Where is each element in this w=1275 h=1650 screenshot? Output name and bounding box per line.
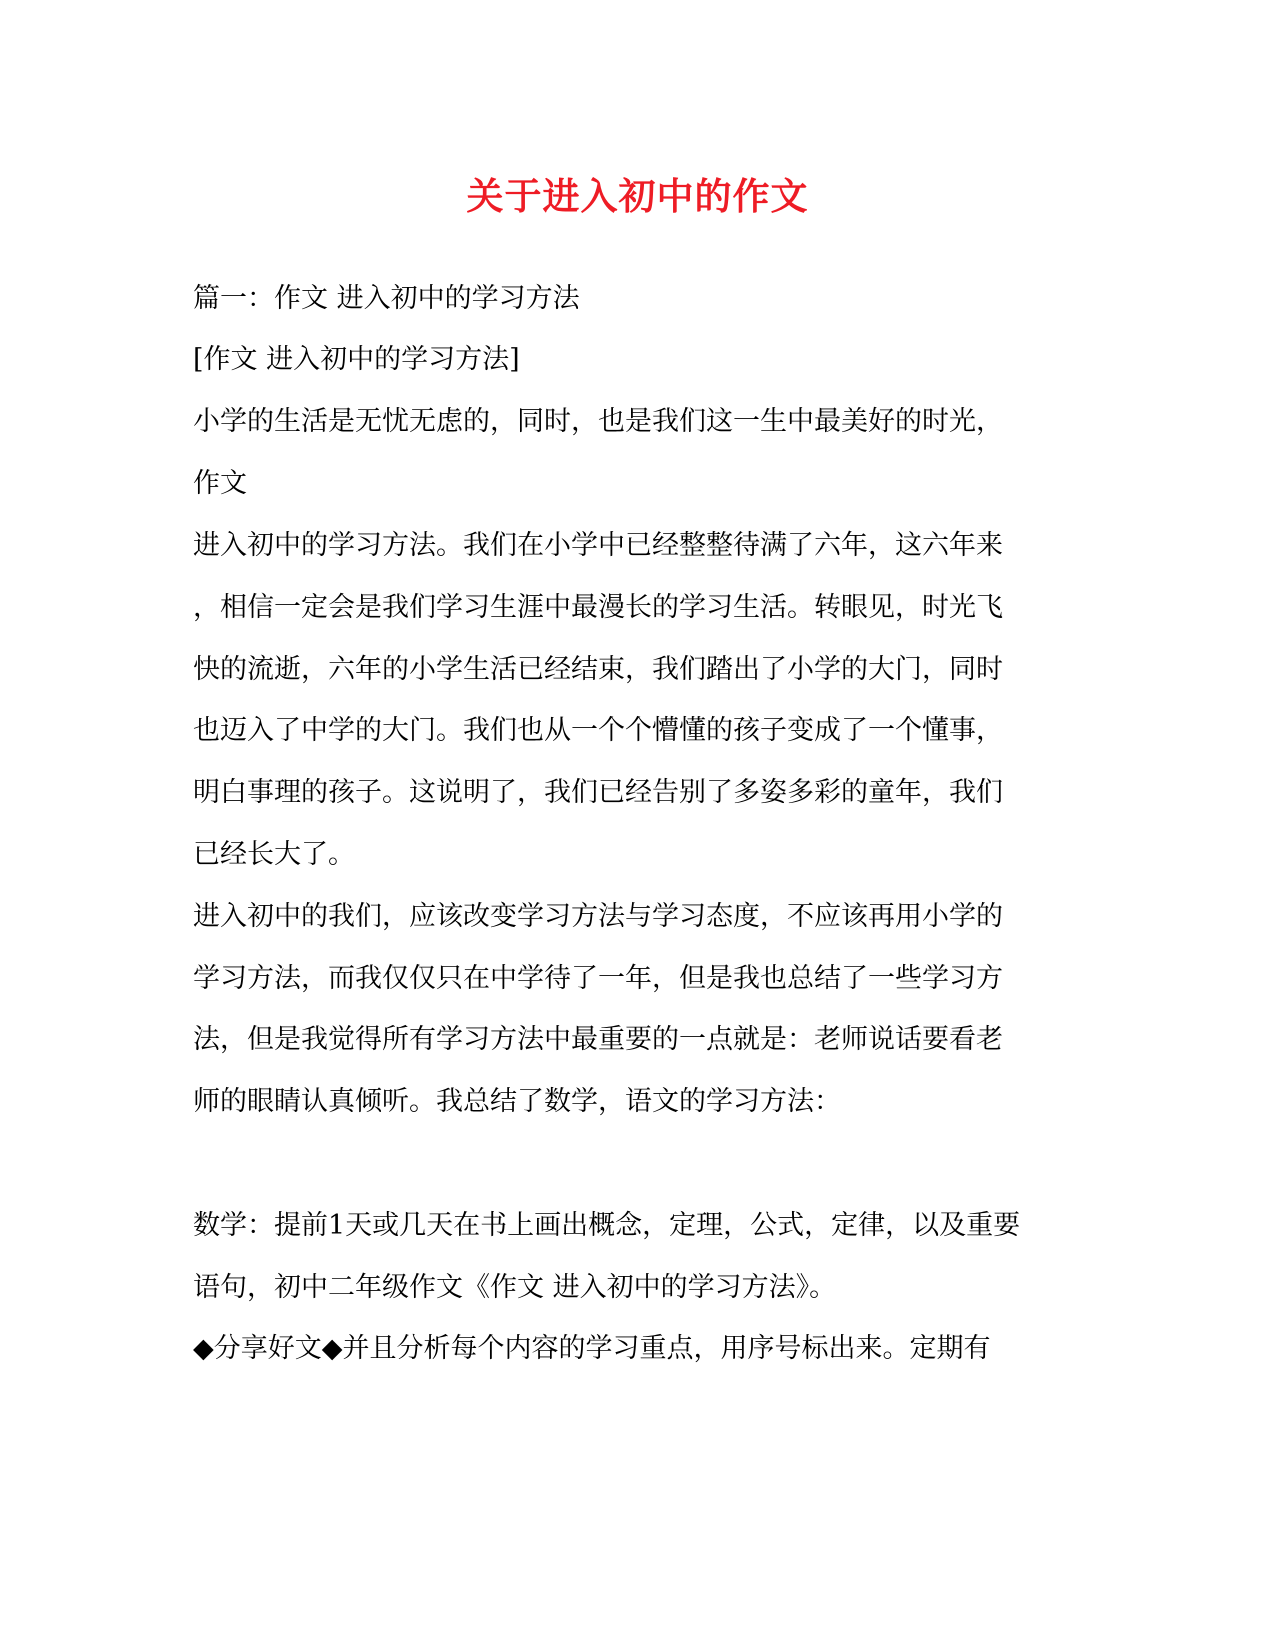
paragraph-line: 快的流逝，六年的小学生活已经结束，我们踏出了小学的大门，同时 (193, 654, 1003, 685)
paragraph-line: 已经长大了。 (193, 839, 355, 870)
paragraph-line: 师的眼睛认真倾听。我总结了数学，语文的学习方法： (193, 1086, 841, 1117)
paragraph-line: 进入初中的学习方法。我们在小学中已经整整待满了六年，这六年来 (193, 530, 1003, 561)
section-heading: 篇一：作文 进入初中的学习方法 (193, 283, 580, 314)
paragraph-line: 数学：提前1天或几天在书上画出概念，定理，公式，定律，以及重要 (193, 1210, 1021, 1241)
document-title: 关于进入初中的作文 (466, 174, 809, 218)
paragraph-line: 语句，初中二年级作文《作文 进入初中的学习方法》。 (193, 1272, 837, 1303)
subheading-bracketed: [作文 进入初中的学习方法] (193, 344, 520, 375)
paragraph-line: ◆分享好文◆并且分析每个内容的学习重点，用序号标出来。定期有 (193, 1333, 991, 1364)
paragraph-line: 学习方法，而我仅仅只在中学待了一年，但是我也总结了一些学习方 (193, 963, 1003, 994)
paragraph-line: 小学的生活是无忧无虑的，同时，也是我们这一生中最美好的时光， (193, 406, 1003, 437)
paragraph-line: 法，但是我觉得所有学习方法中最重要的一点就是：老师说话要看老 (193, 1024, 1003, 1055)
paragraph-line: 作文 (193, 468, 247, 499)
paragraph-line: 明白事理的孩子。这说明了，我们已经告别了多姿多彩的童年，我们 (193, 777, 1003, 808)
paragraph-line: 进入初中的我们，应该改变学习方法与学习态度，不应该再用小学的 (193, 901, 1003, 932)
paragraph-line: 也迈入了中学的大门。我们也从一个个懵懂的孩子变成了一个懂事， (193, 715, 1003, 746)
paragraph-line: ，相信一定会是我们学习生涯中最漫长的学习生活。转眼见，时光飞 (193, 592, 1003, 623)
